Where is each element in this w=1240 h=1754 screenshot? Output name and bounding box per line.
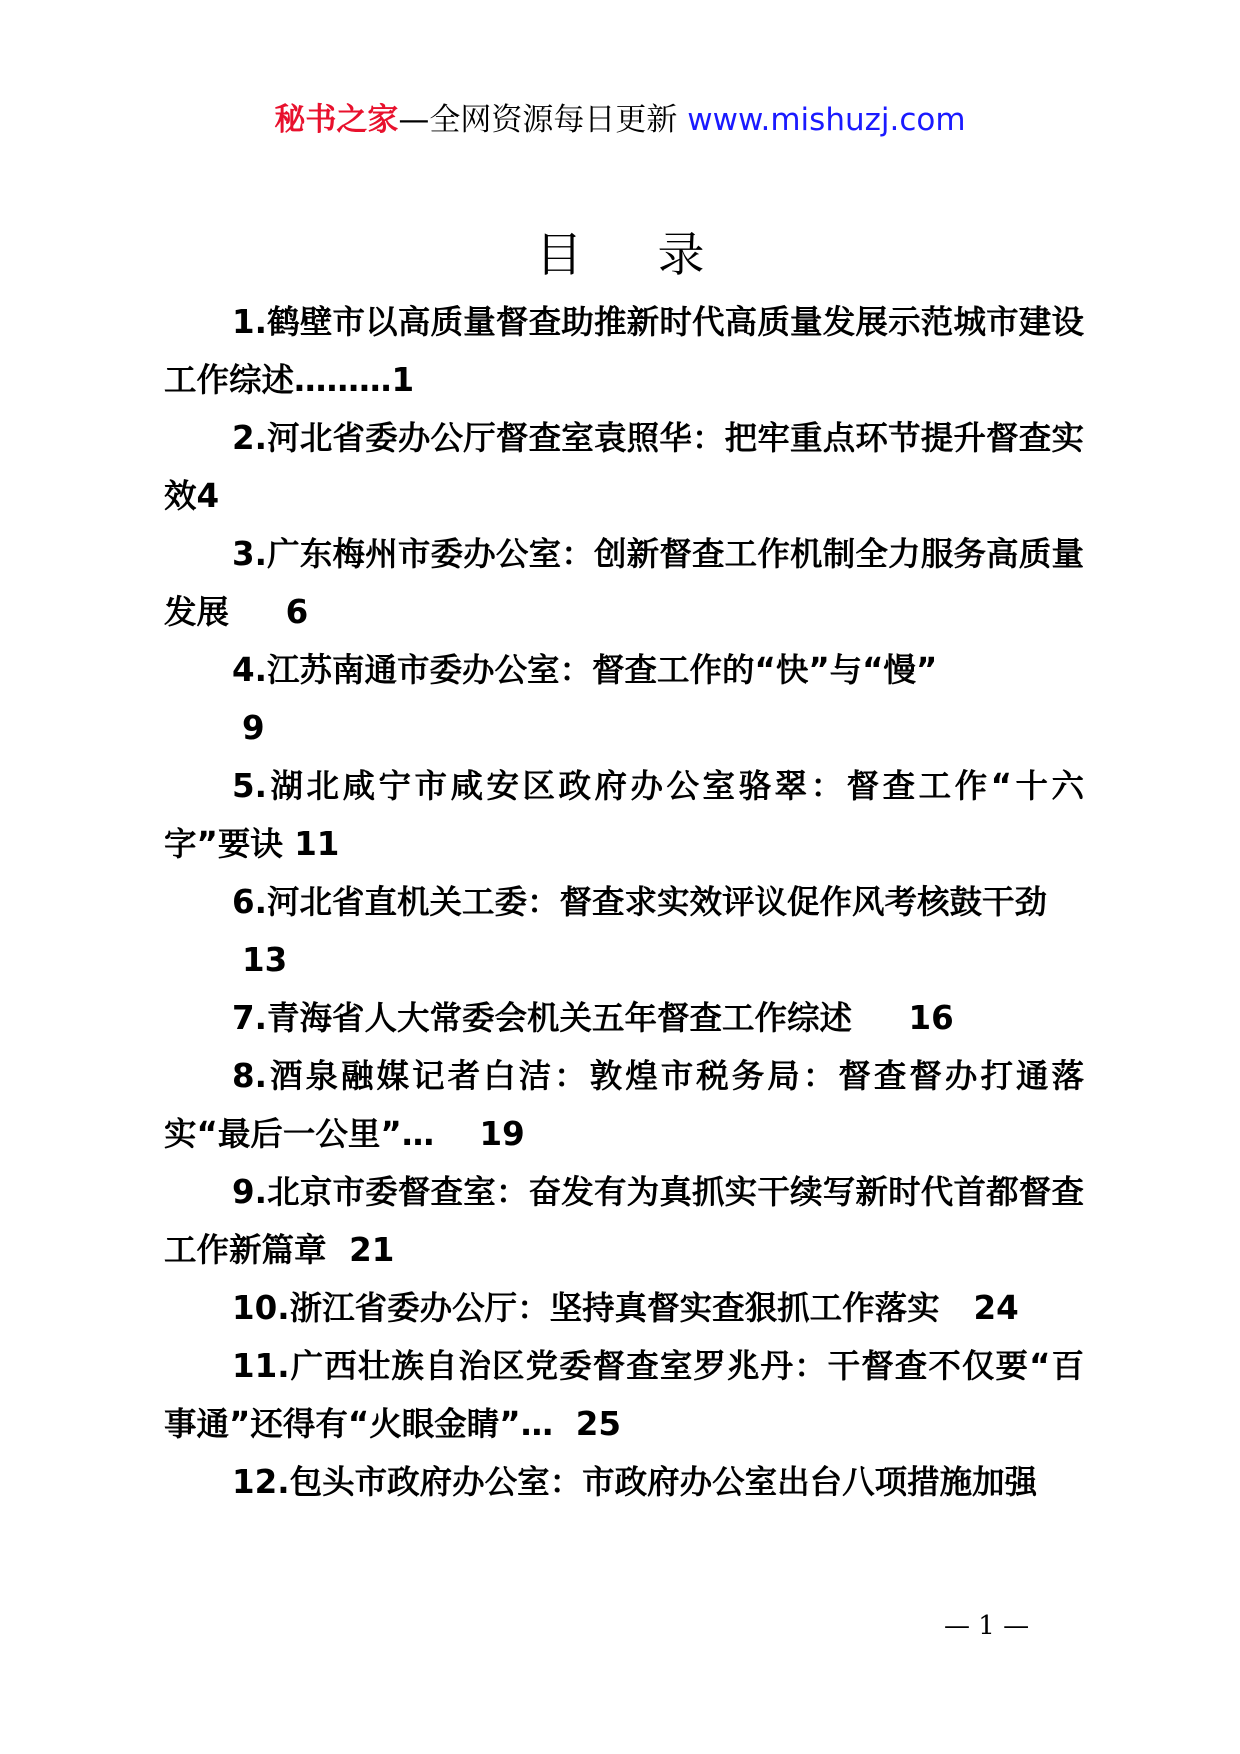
toc-entry[interactable]	[164, 873, 1084, 989]
toc-entry-page: 16	[851, 999, 954, 1037]
toc-entry-page: 9	[242, 709, 265, 747]
toc-entry-text: 8.酒泉融媒记者白洁：敦煌市税务局：督查督办打通落实“最后一公里”…	[164, 1057, 1084, 1153]
site-url-link[interactable]: www.mishuzj.com	[687, 102, 966, 138]
toc-entry-text: 2.河北省委办公厅督查室袁照华：把牢重点环节提升督查实效	[164, 419, 1084, 515]
toc-entry-text: 12.包头市政府办公室：市政府办公室出台八项措施加强	[232, 1463, 1038, 1501]
table-of-contents	[164, 293, 1084, 1511]
toc-entry-text: 3.广东梅州市委办公室：创新督查工作机制全力服务高质量发展	[164, 535, 1084, 631]
page-number: — 1 —	[944, 1611, 1030, 1641]
toc-entry[interactable]	[164, 1163, 1084, 1279]
toc-entry-text: 4.江苏南通市委办公室：督查工作的“快”与“慢”	[232, 651, 938, 689]
toc-entry-page: 6	[229, 593, 309, 631]
toc-entry-text: 7.青海省人大常委会机关五年督查工作综述	[232, 999, 852, 1037]
toc-entry-text: 10.浙江省委办公厅：坚持真督实查狠抓工作落实	[232, 1289, 940, 1327]
toc-entry[interactable]	[164, 525, 1084, 641]
toc-entry[interactable]	[164, 409, 1084, 525]
toc-entry-page: 21	[326, 1231, 395, 1269]
toc-entry[interactable]	[164, 641, 1084, 757]
header-tagline: —全网资源每日更新	[398, 102, 688, 138]
toc-entry-page: 4	[196, 477, 220, 515]
brand-name: 秘书之家	[274, 102, 399, 138]
toc-entry-text: 5.湖北咸宁市咸安区政府办公室骆翠：督查工作“十六字”要诀	[164, 767, 1084, 863]
toc-entry[interactable]	[164, 1337, 1084, 1453]
toc-entry-text: 9.北京市委督查室：奋发有为真抓实干续写新时代首都督查工作新篇章	[164, 1173, 1084, 1269]
toc-entry-page: 1	[391, 361, 415, 399]
toc-entry-text: 1.鹤壁市以高质量督查助推新时代高质量发展示范城市建设工作综述………	[164, 303, 1084, 399]
toc-entry-page: 25	[553, 1405, 621, 1443]
toc-entry-text: 6.河北省直机关工委：督查求实效评议促作风考核鼓干劲	[232, 883, 1047, 921]
toc-entry-page: 11	[282, 825, 340, 863]
toc-entry[interactable]	[164, 1453, 1084, 1511]
toc-entry[interactable]	[164, 1047, 1084, 1163]
toc-entry[interactable]	[164, 293, 1084, 409]
toc-entry[interactable]	[164, 989, 1084, 1047]
toc-entry-page: 13	[242, 941, 288, 979]
toc-entry[interactable]	[164, 757, 1084, 873]
toc-entry-text: 11.广西壮族自治区党委督查室罗兆丹：干督查不仅要“百事通”还得有“火眼金睛”…	[164, 1347, 1084, 1443]
toc-entry[interactable]	[164, 1279, 1084, 1337]
toc-entry-page: 19	[434, 1115, 525, 1153]
toc-title: 目 录	[535, 228, 735, 283]
site-header	[0, 100, 1240, 140]
toc-entry-page: 24	[939, 1289, 1019, 1327]
